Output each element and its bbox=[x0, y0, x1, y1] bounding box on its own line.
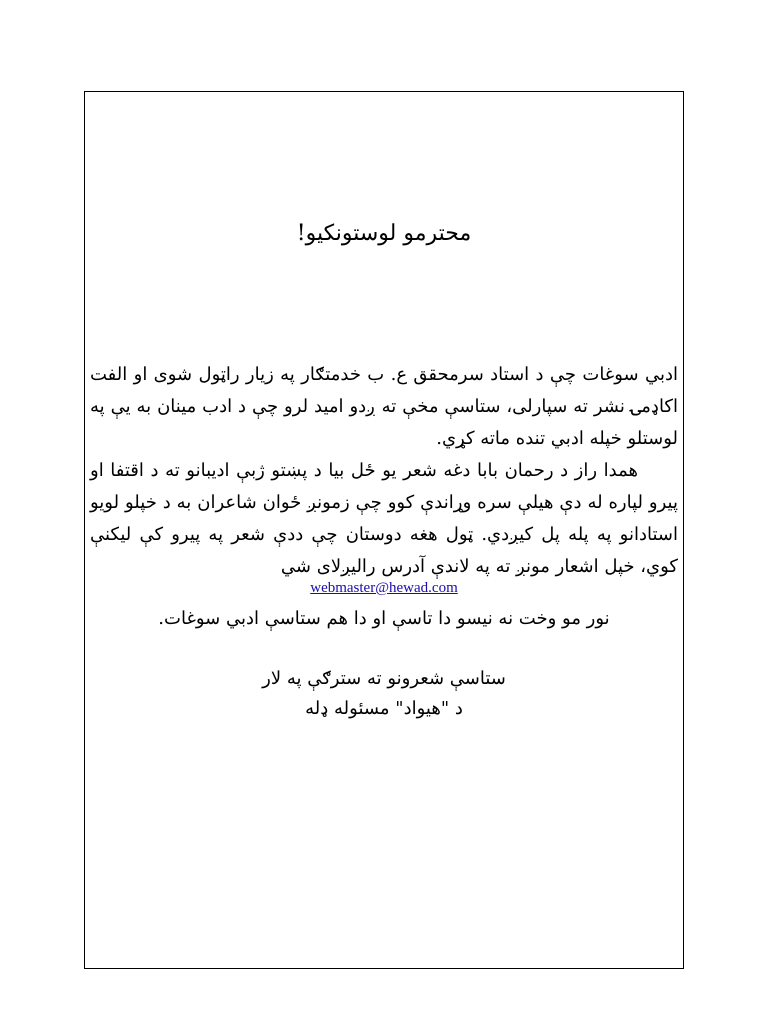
signature-line-2: د "هيواد" مسئوله ډله bbox=[305, 698, 463, 719]
paragraph-intro: ادبي سوغات چې د استاد سرمحقق ع. ب خدمتګار په زيار راټول شوی او الفت اکاډمۍ نشر ته سپارلی، ستاسې مخې ته ږدو اميد لرو چې د ادب مينان به يې په لوستلو خپله ادبي تنده ماته کړي. bbox=[90, 364, 678, 449]
paragraph-invitation: همدا راز د رحمان بابا دغه شعر يو ځل بيا د پښتو ژبې اديبانو ته د اقتفا او پيرو لپاره له دې هيلې سره وړاندې کوو چې زمونږ ځوان شاعران به د خپلو لويو استادانو په پله پل کيږدي. ټول هغه دوستان چې ددې شعر په پيرو کې ليکنې کوي، خپل اشعار مونږ ته په لاندې آدرس راليږلای شي bbox=[90, 460, 678, 577]
email-link[interactable]: webmaster@hewad.com bbox=[310, 580, 458, 596]
signature-line-1: ستاسې شعرونو ته سترګې په لار bbox=[262, 668, 506, 689]
body-text bbox=[90, 359, 678, 583]
signature bbox=[84, 664, 684, 724]
greeting-heading: محترمو لوستونکيو! bbox=[296, 221, 472, 246]
closing-text: نور مو وخت نه نيسو دا تاسې او دا هم ستاسې ادبي سوغات. bbox=[158, 608, 610, 629]
email-line bbox=[84, 575, 684, 600]
